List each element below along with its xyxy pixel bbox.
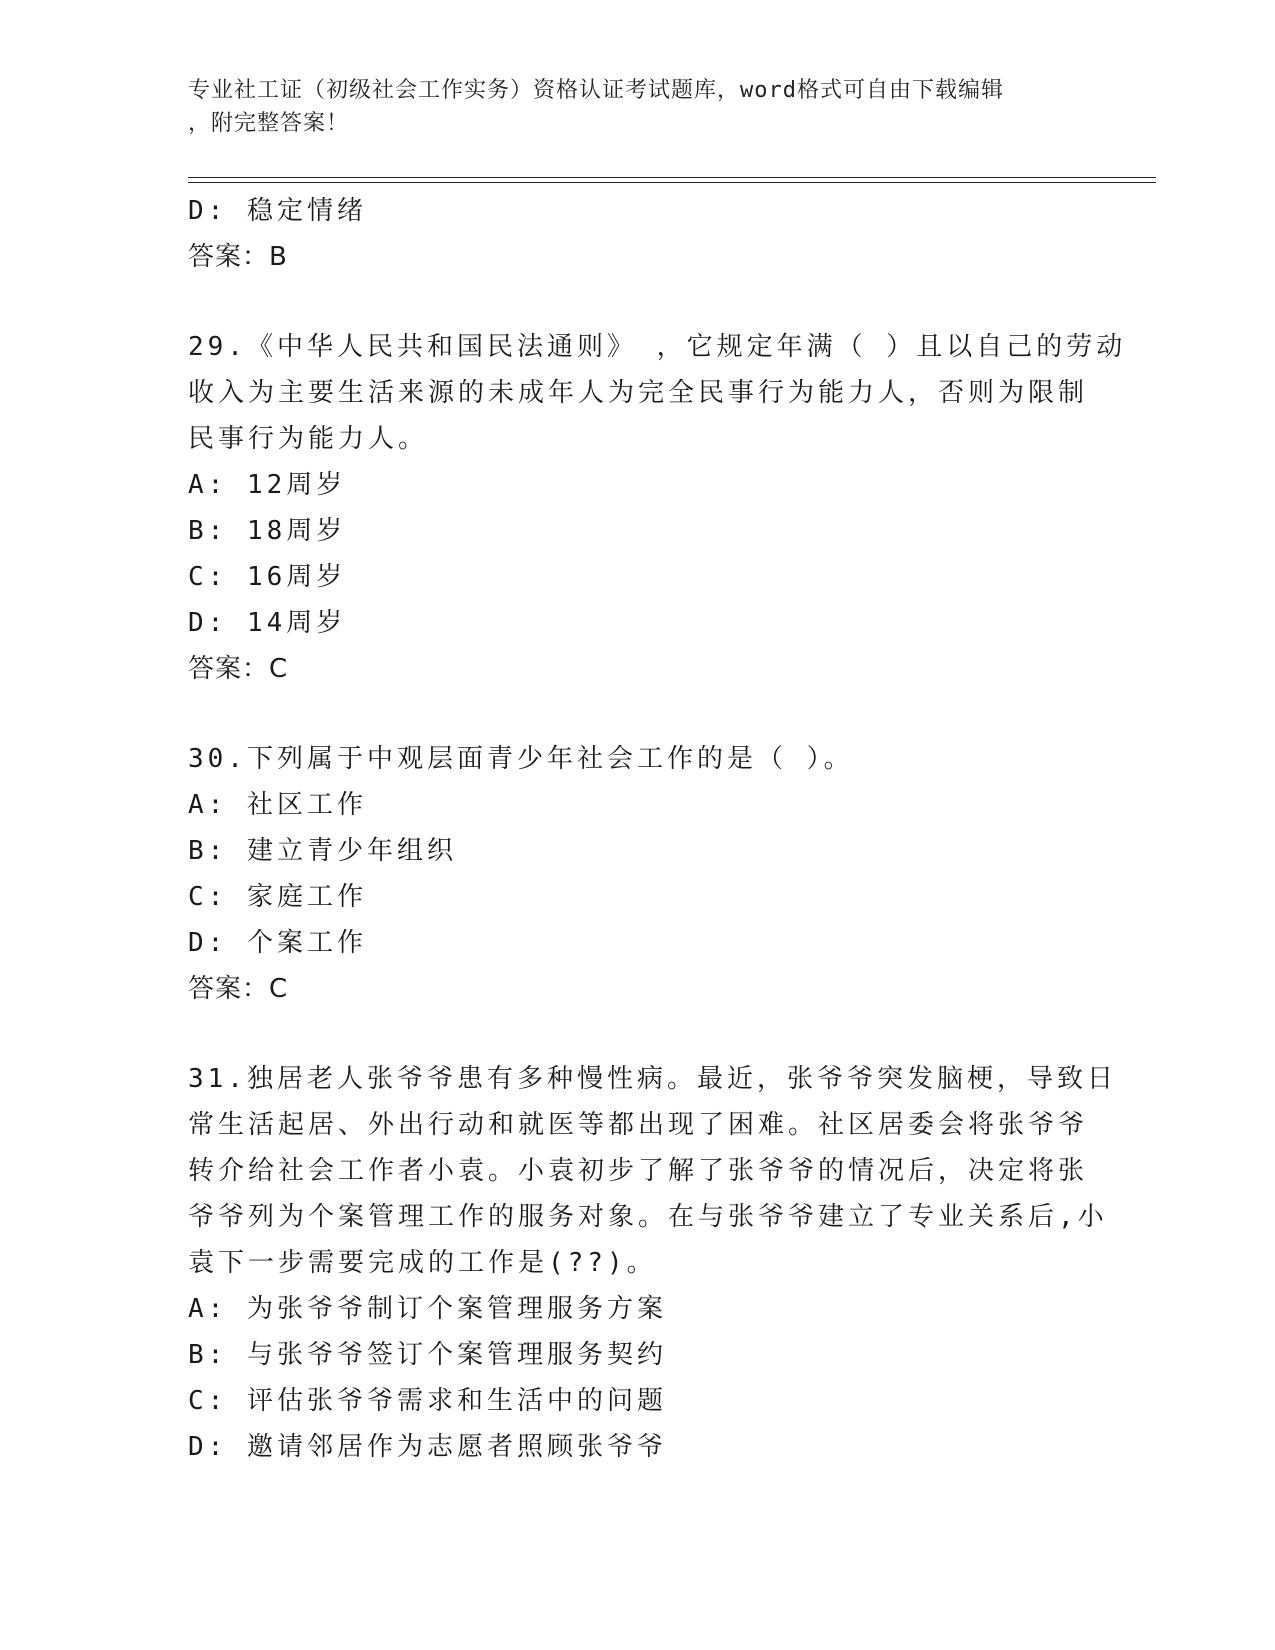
option-b: B: 建立青少年组织	[188, 836, 457, 866]
option-c: C: 家庭工作	[188, 882, 367, 912]
question-31	[188, 1056, 1117, 1470]
question-text-line: 转介给社会工作者小袁。小袁初步了解了张爷爷的情况后，决定将张	[188, 1156, 1089, 1186]
option-d: D: 14周岁	[188, 608, 347, 638]
option-d: D: 邀请邻居作为志愿者照顾张爷爷	[188, 1432, 667, 1462]
option-d: D: 稳定情绪	[188, 196, 367, 226]
header-line-1: 专业社工证（初级社会工作实务）资格认证考试题库，word格式可自由下载编辑	[188, 78, 1004, 103]
option-a: A: 社区工作	[188, 790, 367, 820]
option-a: A: 为张爷爷制订个案管理服务方案	[188, 1294, 667, 1324]
question-text-line: 30.下列属于中观层面青少年社会工作的是（ ）。	[188, 744, 854, 774]
header-line-2: ，附完整答案！	[188, 111, 350, 136]
option-b: B: 18周岁	[188, 516, 347, 546]
question-30	[188, 736, 1088, 1012]
option-a: A: 12周岁	[188, 470, 347, 500]
question-text-line: 袁下一步需要完成的工作是(??)。	[188, 1248, 657, 1278]
page-header	[188, 74, 1088, 140]
option-c: C: 评估张爷爷需求和生活中的问题	[188, 1386, 667, 1416]
answer-line: 答案：C	[188, 654, 289, 684]
option-d: D: 个案工作	[188, 928, 367, 958]
answer-line: 答案：C	[188, 974, 289, 1004]
question-text-line: 爷爷列为个案管理工作的服务对象。在与张爷爷建立了专业关系后,小	[188, 1202, 1108, 1232]
question-text-line: 收入为主要生活来源的未成年人为完全民事行为能力人，否则为限制	[188, 378, 1089, 408]
question-text-line: 民事行为能力人。	[188, 424, 429, 454]
question-list	[188, 188, 1127, 1470]
question-text-line: 29.《中华人民共和国民法通则》 ，它规定年满（ ）且以自己的劳动	[188, 332, 1127, 362]
answer-line: 答案：B	[188, 242, 288, 272]
question-29	[188, 324, 1127, 692]
header-divider	[188, 177, 1156, 183]
option-c: C: 16周岁	[188, 562, 347, 592]
question-text-line: 31.独居老人张爷爷患有多种慢性病。最近，张爷爷突发脑梗，导致日	[188, 1064, 1117, 1094]
option-b: B: 与张爷爷签订个案管理服务契约	[188, 1340, 667, 1370]
question-text-line: 常生活起居、外出行动和就医等都出现了困难。社区居委会将张爷爷	[188, 1110, 1089, 1140]
